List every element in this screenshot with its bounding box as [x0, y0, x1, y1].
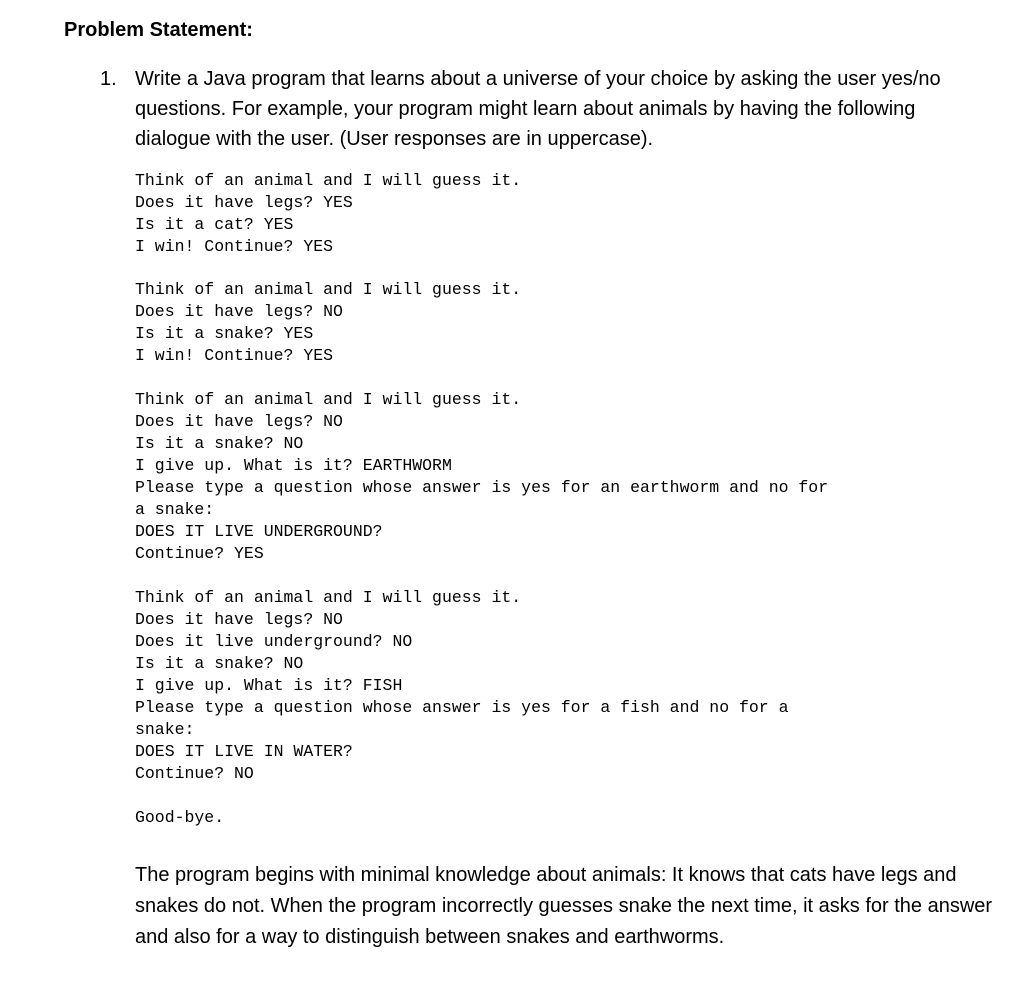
dialogue-line: Does it have legs? YES — [135, 193, 353, 212]
dialogue-block-3 — [135, 389, 995, 565]
dialogue-line: Please type a question whose answer is yes for an earthworm and no for — [135, 478, 829, 497]
dialogue-line: I win! Continue? YES — [135, 346, 334, 365]
closing-paragraph: The program begins with minimal knowledge about animals: It knows that cats have legs and snakes do not. When the program incorrectly guesses snake the next time, it asks for the answer and also for a way to distinguish between snakes and earthworms. — [135, 864, 993, 948]
dialogue-line: Does it live underground? NO — [135, 632, 413, 651]
dialogue-line: Is it a snake? YES — [135, 324, 314, 343]
dialogue-line: I give up. What is it? EARTHWORM — [135, 456, 452, 475]
dialogue-line: DOES IT LIVE IN WATER? — [135, 742, 353, 761]
dialogue-line: snake: — [135, 720, 195, 739]
dialogue-line: Is it a snake? NO — [135, 654, 304, 673]
dialogue-line: I give up. What is it? FISH — [135, 676, 403, 695]
goodbye-line: Good-bye. — [135, 808, 225, 827]
dialogue-block-1 — [135, 170, 995, 258]
dialogue-line: Continue? YES — [135, 544, 264, 563]
dialogue-block-2 — [135, 279, 995, 367]
dialogue-line: Is it a snake? NO — [135, 434, 304, 453]
dialogue-line: I win! Continue? YES — [135, 237, 334, 256]
dialogue-line: Does it have legs? NO — [135, 302, 343, 321]
dialogue-line: Continue? NO — [135, 764, 254, 783]
dialogue-line: Think of an animal and I will guess it. — [135, 171, 522, 190]
dialogue-line: Is it a cat? YES — [135, 215, 294, 234]
dialogue-block-4 — [135, 587, 995, 785]
problem-intro-paragraph: Write a Java program that learns about a universe of your choice by asking the user yes/no questions. For example, your program might learn about animals by having the following dialogue with the user. (User responses are in uppercase). — [135, 68, 941, 150]
dialogue-line: a snake: — [135, 500, 215, 519]
list-item-number: 1. — [100, 68, 117, 90]
dialogue-line: Think of an animal and I will guess it. — [135, 588, 522, 607]
dialogue-line: Please type a question whose answer is yes for a fish and no for a — [135, 698, 789, 717]
dialogue-line: Does it have legs? NO — [135, 412, 343, 431]
dialogue-line: Think of an animal and I will guess it. — [135, 280, 522, 299]
dialogue-line: DOES IT LIVE UNDERGROUND? — [135, 522, 383, 541]
dialogue-line: Think of an animal and I will guess it. — [135, 390, 522, 409]
dialogue-line: Does it have legs? NO — [135, 610, 343, 629]
problem-statement-heading: Problem Statement: — [64, 19, 253, 41]
